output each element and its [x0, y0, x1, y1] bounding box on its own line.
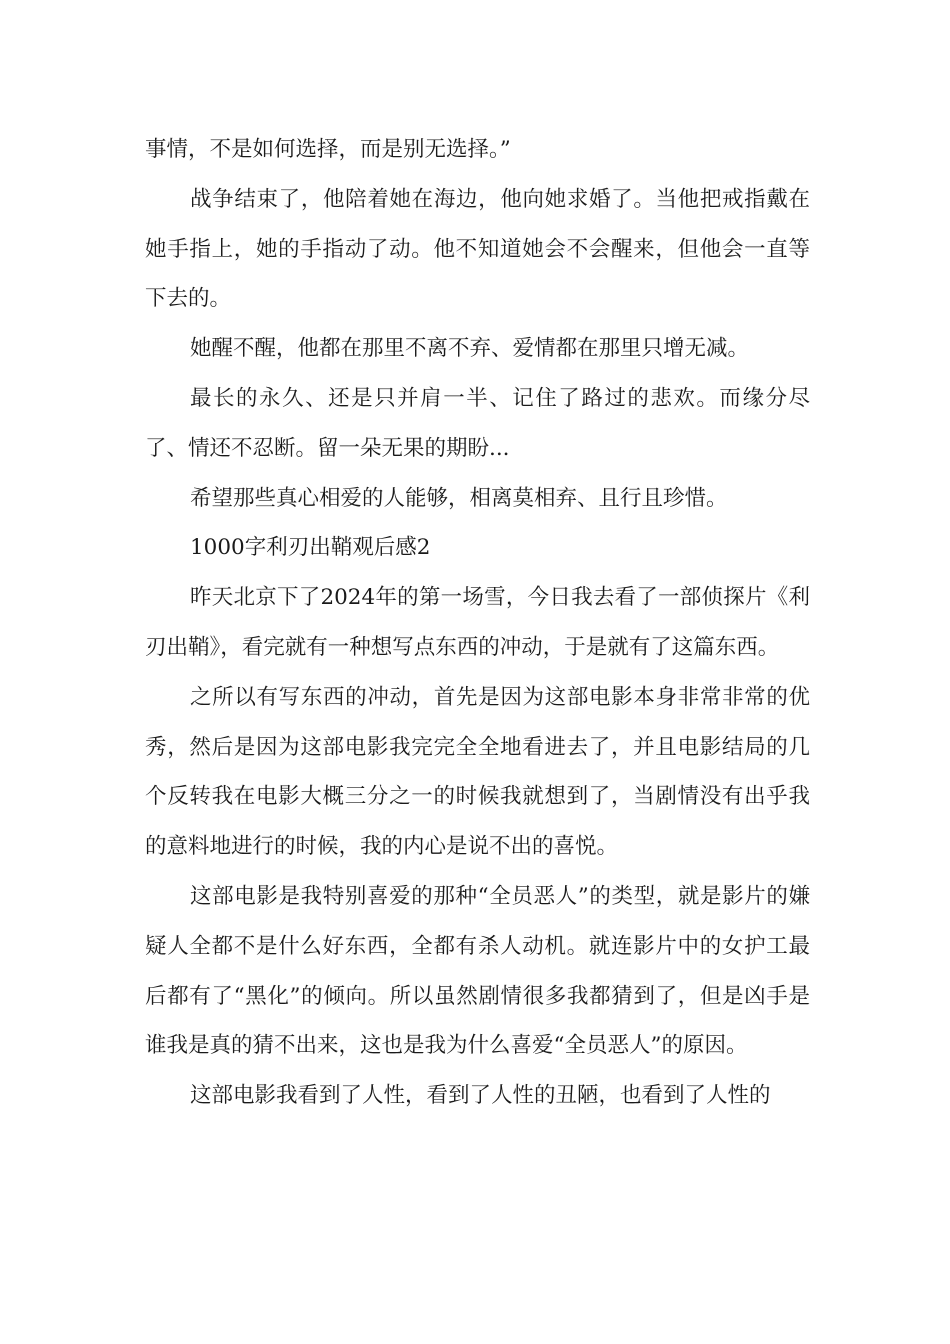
- document-body: [145, 125, 810, 1121]
- paragraph-continuation: 事情，不是如何选择，而是别无选择。”: [145, 137, 511, 162]
- paragraph: 希望那些真心相爱的人能够，相离莫相弃、且行且珍惜。: [190, 485, 728, 511]
- paragraph: 她醒不醒，他都在那里不离不弃、爱情都在那里只增无减。: [190, 336, 750, 362]
- paragraph: 昨天北京下了2024年的第一场雪，今日我去看了一部侦探片《利刃出鞘》，看完就有一种想写点东西的冲动，于是就有了这篇东西。: [145, 585, 810, 660]
- paragraph: 之所以有写东西的冲动，首先是因为这部电影本身非常非常的优秀，然后是因为这部电影我完完全全地看进去了，并且电影结局的几个反转我在电影大概三分之一的时候我就想到了，当剧情没有出乎我的意料地进行的时候，我的内心是说不出的喜悦。: [145, 684, 810, 860]
- paragraph: 最长的永久、还是只并肩一半、记住了路过的悲欢。而缘分尽了、情还不忍断。留一朵无果的期盼...: [145, 385, 810, 461]
- paragraph: 这部电影我看到了人性，看到了人性的丑陋，也看到了人性的: [190, 1083, 771, 1109]
- paragraph: 战争结束了，他陪着她在海边，他向她求婚了。当他把戒指戴在她手指上，她的手指动了动。他不知道她会不会醒来，但他会一直等下去的。: [145, 186, 810, 312]
- paragraph: 这部电影是我特别喜爱的那种“全员恶人”的类型，就是影片的嫌疑人全都不是什么好东西，全都有杀人动机。就连影片中的女护工最后都有了“黑化”的倾向。所以虽然剧情很多我都猜到了，但是凶手是谁我是真的猜不出来，这也是我为什么喜爱“全员恶人”的原因。: [145, 883, 810, 1059]
- section-heading: 1000字利刃出鞘观后感2: [190, 535, 431, 561]
